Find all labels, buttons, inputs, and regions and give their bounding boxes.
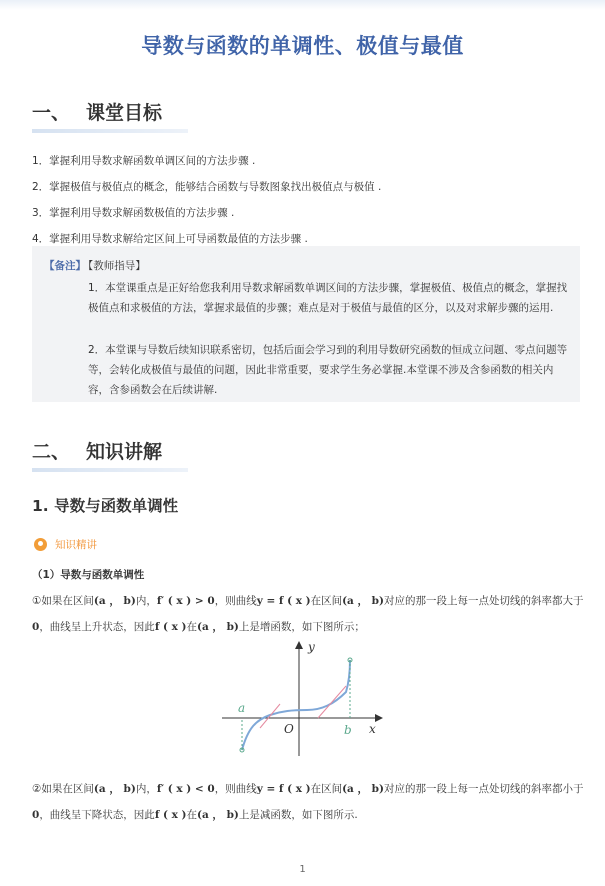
- origin-label: O: [284, 722, 294, 736]
- text-run: ②如果在区间: [32, 783, 94, 795]
- text-run: 在区间: [310, 783, 343, 795]
- paragraph-increasing: [32, 588, 587, 640]
- section-underline: [32, 129, 188, 133]
- teacher-note-box: [32, 246, 580, 402]
- goal-item: 1．掌握利用导数求解函数单调区间的方法步骤 .: [32, 155, 256, 167]
- math-derivative: f′ ( x ) > 0: [156, 595, 215, 607]
- text-run: 上是增函数，如下图所示；: [238, 621, 365, 633]
- math-function: f ( x ): [154, 809, 187, 821]
- math-interval: (a ， b): [197, 809, 239, 821]
- lightbulb-icon: [34, 538, 47, 551]
- text-run: 在区间: [310, 595, 343, 607]
- note-paragraph-2: 2．本堂课与导数后续知识联系密切，包括后面会学习到的利用导数研究函数的恒成立问题、零点问题等等，会转化成极值与最值的问题，因此非常重要，要求学生务必掌握.本堂课不涉及含参函数的相关内容，含参函数会在后续讲解.: [88, 344, 568, 396]
- section-heading-goals: [32, 98, 162, 125]
- point-a-label: a: [238, 701, 246, 715]
- math-zero: 0: [32, 621, 40, 633]
- point-b-label: b: [344, 723, 352, 737]
- text-run: ①如果在区间: [32, 595, 94, 607]
- text-run: ，曲线呈上升状态，因此: [39, 621, 155, 633]
- note-header: [44, 258, 146, 273]
- page-number: 1: [299, 864, 306, 875]
- section-underline: [32, 468, 188, 472]
- top-band: [0, 0, 605, 10]
- x-axis-label: x: [369, 722, 376, 736]
- math-interval: (a ， b): [93, 783, 136, 795]
- math-function: f ( x ): [154, 621, 187, 633]
- section-label: 知识讲解: [86, 441, 163, 463]
- math-function: y = f ( x ): [256, 595, 311, 607]
- small-heading: （1）导数与函数单调性: [32, 569, 145, 581]
- text-run: 上是减函数，如下图所示.: [238, 809, 358, 821]
- tangent-line-left: [260, 704, 280, 728]
- math-derivative: f′ ( x ) < 0: [156, 783, 215, 795]
- text-run: 对应的那一段上每一点处切线的斜率都小于: [384, 783, 584, 795]
- section-number: 一、: [32, 102, 71, 124]
- tangent-line-right: [318, 686, 346, 718]
- text-run: 内，: [135, 595, 157, 607]
- goal-list: [32, 148, 582, 252]
- function-curve: [242, 660, 350, 750]
- text-run: ，曲线呈下降状态，因此: [39, 809, 155, 821]
- paragraph-decreasing: [32, 776, 587, 828]
- knowledge-point-marker: [34, 536, 97, 552]
- math-function: y = f ( x ): [256, 783, 311, 795]
- y-axis-label: y: [308, 640, 315, 654]
- math-interval: (a ， b): [342, 783, 384, 795]
- section-label: 课堂目标: [86, 102, 163, 124]
- text-run: ，则曲线: [214, 595, 257, 607]
- goal-item: 2．掌握极值与极值点的概念，能够结合函数与导数图象找出极值点与极值 .: [32, 181, 382, 193]
- text-run: 对应的那一段上每一点处切线的斜率都大于: [384, 595, 584, 607]
- text-run: ，则曲线: [214, 783, 257, 795]
- text-run: 内，: [135, 783, 157, 795]
- math-interval: (a ， b): [342, 595, 384, 607]
- note-paragraph-1: 1．本堂课重点是正好给您我利用导数求解函数单调区间的方法步骤，掌握极值、极值点的概念，掌握找极值点和求极值的方法，掌握求最值的步骤；难点是对于极值与最值的区分，以及对求解步骤的运用.: [88, 282, 568, 314]
- goal-item: 4．掌握利用导数求解给定区间上可导函数最值的方法步骤 .: [32, 233, 308, 245]
- note-tag: 【备注】: [44, 260, 86, 272]
- subsection-title: 1. 导数与函数单调性: [32, 497, 179, 515]
- document-title: 导数与函数的单调性、极值与最值: [141, 34, 464, 58]
- math-zero: 0: [32, 809, 40, 821]
- note-subtag: 【教师指导】: [88, 260, 146, 272]
- goal-item: 3．掌握利用导数求解函数极值的方法步骤 .: [32, 207, 235, 219]
- math-interval: (a ， b): [93, 595, 136, 607]
- increasing-function-graph: [222, 638, 392, 760]
- math-interval: (a ， b): [197, 621, 239, 633]
- knowledge-point-label: 知识精讲: [55, 538, 97, 551]
- text-run: 在: [186, 809, 197, 821]
- text-run: 在: [186, 621, 197, 633]
- section-number: 二、: [32, 441, 71, 463]
- section-heading-knowledge: [32, 437, 162, 464]
